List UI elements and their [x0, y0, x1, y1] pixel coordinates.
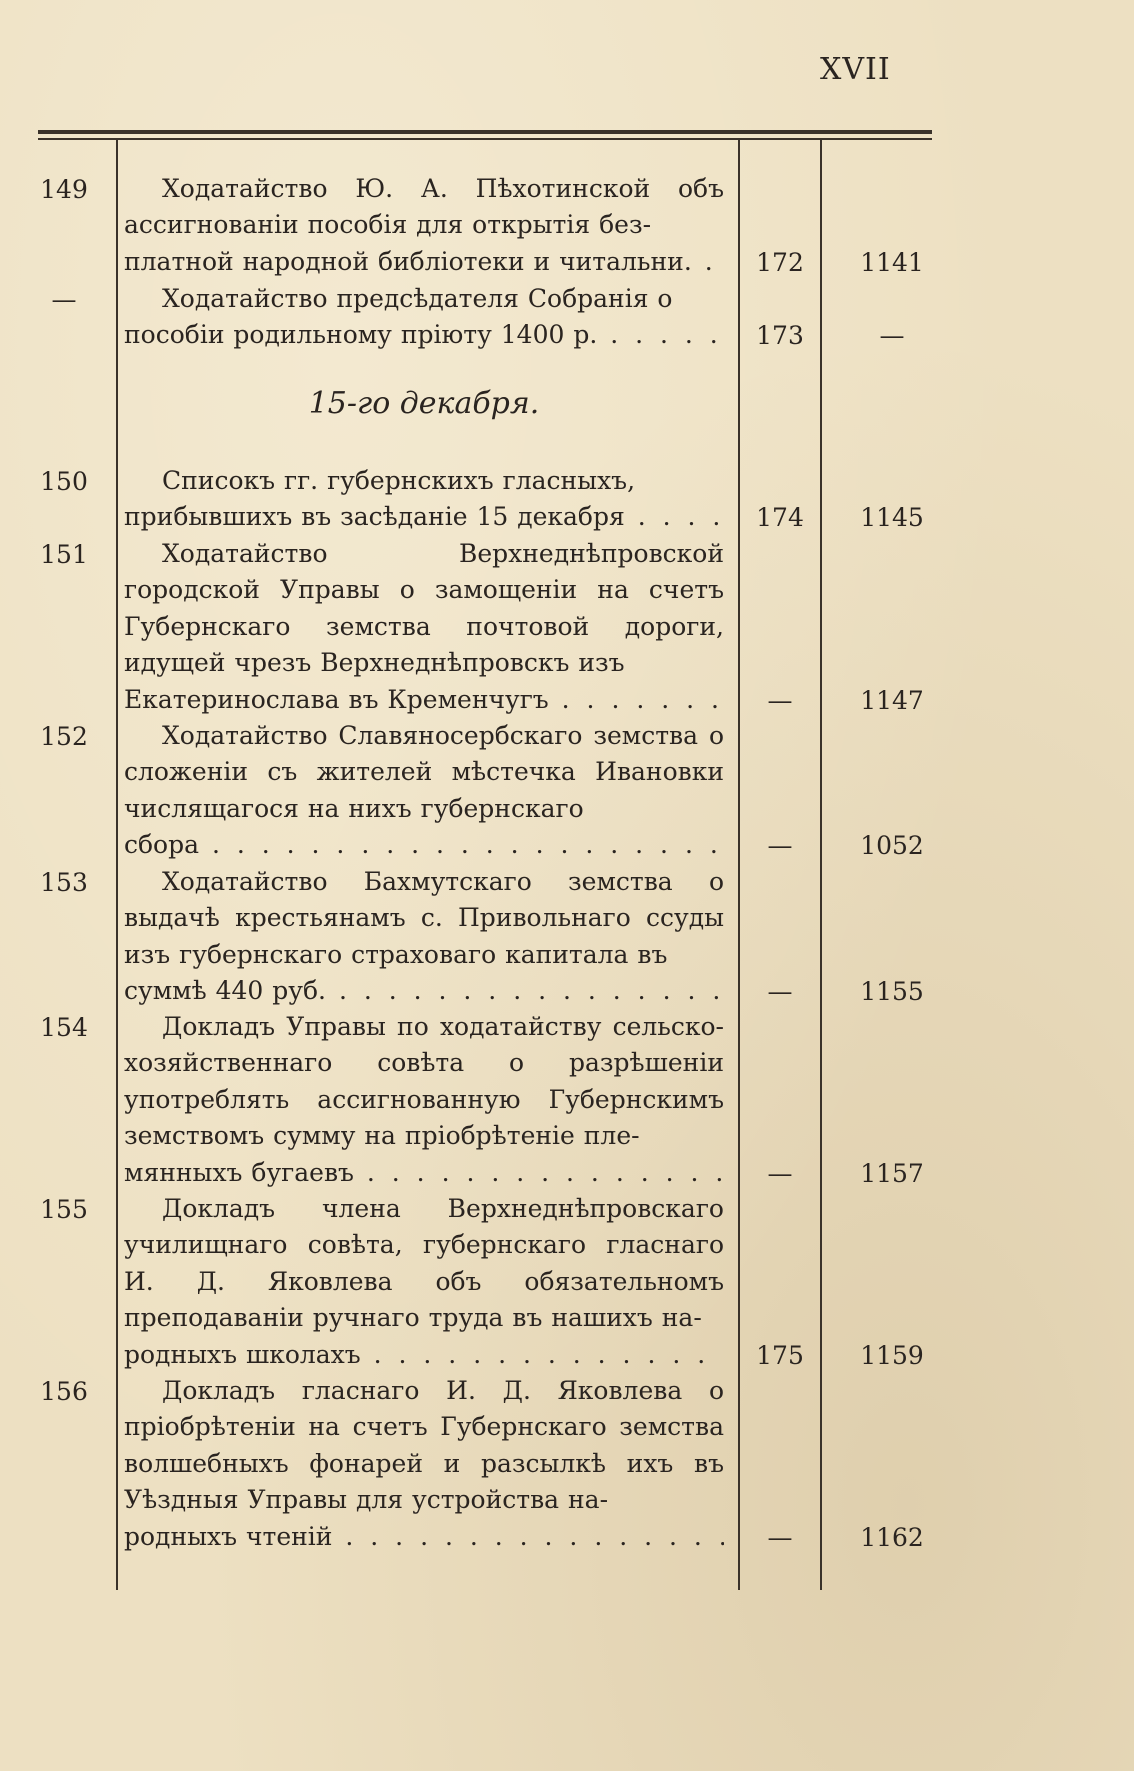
entry-text-main: Докладъ гласнаго И. Д. Яковлева о пріобрѣтеніи на счетъ Губернскаго земства волшебныхъ фонарей и разсылкѣ ихъ въ Уѣздныя Управы для устройства на- [124, 1376, 724, 1515]
entry-text-last: мянныхъ бугаевъ . . . [124, 1155, 724, 1191]
page-reference: 1159 [860, 1341, 924, 1370]
session-number: — [767, 977, 793, 1006]
header-rule-thin [38, 138, 932, 140]
session-number: — [767, 1159, 793, 1188]
session-number: 173 [756, 321, 804, 350]
page-reference: 1162 [860, 1523, 924, 1552]
entry-text-main: Ходатайство Славяносербскаго земства о сложеніи съ жителей мѣстечка Ивановки числящагося на нихъ губернскаго [124, 721, 724, 823]
entry-number: — [51, 285, 77, 314]
entry-text [124, 281, 724, 354]
entry-number: 155 [40, 1195, 88, 1224]
column-divider-page [820, 140, 822, 1590]
entry-number: 156 [40, 1377, 88, 1406]
entry-text [124, 718, 724, 864]
entry-text-last: Екатеринослава въ Кременчугъ . . . [124, 682, 724, 718]
entry-text-main: Ходатайство Ю. А. Пѣхотинской объ ассигнованіи пособія для открытія без- [124, 174, 724, 240]
entry-text-last: сбора . . . [124, 827, 724, 863]
entry-text [124, 536, 724, 718]
page-reference: 1145 [860, 503, 924, 532]
entry-number: 150 [40, 467, 88, 496]
entry-text-last: суммѣ 440 руб. . . . [124, 973, 724, 1009]
entry-text-main: Списокъ гг. губернскихъ гласныхъ, [162, 466, 636, 495]
session-number: — [767, 831, 793, 860]
entry-text [124, 1009, 724, 1191]
entry-text-last: родныхъ школахъ . . . [124, 1337, 724, 1373]
entry-number: 151 [40, 540, 88, 569]
entry-number: 154 [40, 1013, 88, 1042]
entry-text-last: платной народной библіотеки и читальни. . . . [124, 244, 724, 280]
page-reference: 1155 [860, 977, 924, 1006]
entry-text [124, 463, 724, 536]
entry-text [124, 1373, 724, 1555]
entry-number: 152 [40, 722, 88, 751]
session-number: 172 [756, 248, 804, 277]
page-reference: — [879, 321, 905, 350]
entry-text [124, 171, 724, 280]
column-divider-session [738, 140, 740, 1590]
entry-text-main: Докладъ члена Верхнеднѣпровскаго училищнаго совѣта, губернскаго гласнаго И. Д. Яковлева объ обязательномъ преподаваніи ручнаго труда въ нашихъ на- [124, 1194, 724, 1333]
entry-text-main: Ходатайство предсѣдателя Собранія о [162, 284, 673, 313]
entry-text-main: Докладъ Управы по ходатайству сельско-хозяйственнаго совѣта о разрѣшеніи употреблять ассигнованную Губернскимъ земствомъ сумму на пріобрѣтеніе пле- [124, 1012, 724, 1151]
entry-text-main: Ходатайство Верхнеднѣпровской городской Управы о замощеніи на счетъ Губернскаго земства почтовой дороги, идущей чрезъ Верхнеднѣпровскъ изъ [124, 539, 724, 678]
entry-text-main: Ходатайство Бахмутскаго земства о выдачѣ крестьянамъ с. Привольнаго ссуды изъ губернскаго страховаго капитала въ [124, 867, 724, 969]
column-divider-number [116, 140, 118, 1590]
page-reference: 1157 [860, 1159, 924, 1188]
entry-text-last: родныхъ чтеній . . . [124, 1519, 724, 1555]
page-reference: 1147 [860, 686, 924, 715]
page-reference: 1141 [860, 248, 924, 277]
entry-text [124, 864, 724, 1010]
section-date-heading: 15-го декабря. [308, 386, 540, 421]
page-reference: 1052 [860, 831, 924, 860]
entry-text-last: прибывшихъ въ засѣданіе 15 декабря . . . [124, 499, 724, 535]
session-number: 175 [756, 1341, 804, 1370]
entry-number: 153 [40, 868, 88, 897]
entry-number: 149 [40, 175, 88, 204]
session-number: — [767, 1523, 793, 1552]
session-number: — [767, 686, 793, 715]
header-rule-thick [38, 130, 932, 134]
entry-text [124, 1191, 724, 1373]
page-number: XVII [820, 52, 891, 87]
entry-text-last: пособіи родильному пріюту 1400 р. . . . [124, 317, 724, 353]
session-number: 174 [756, 503, 804, 532]
